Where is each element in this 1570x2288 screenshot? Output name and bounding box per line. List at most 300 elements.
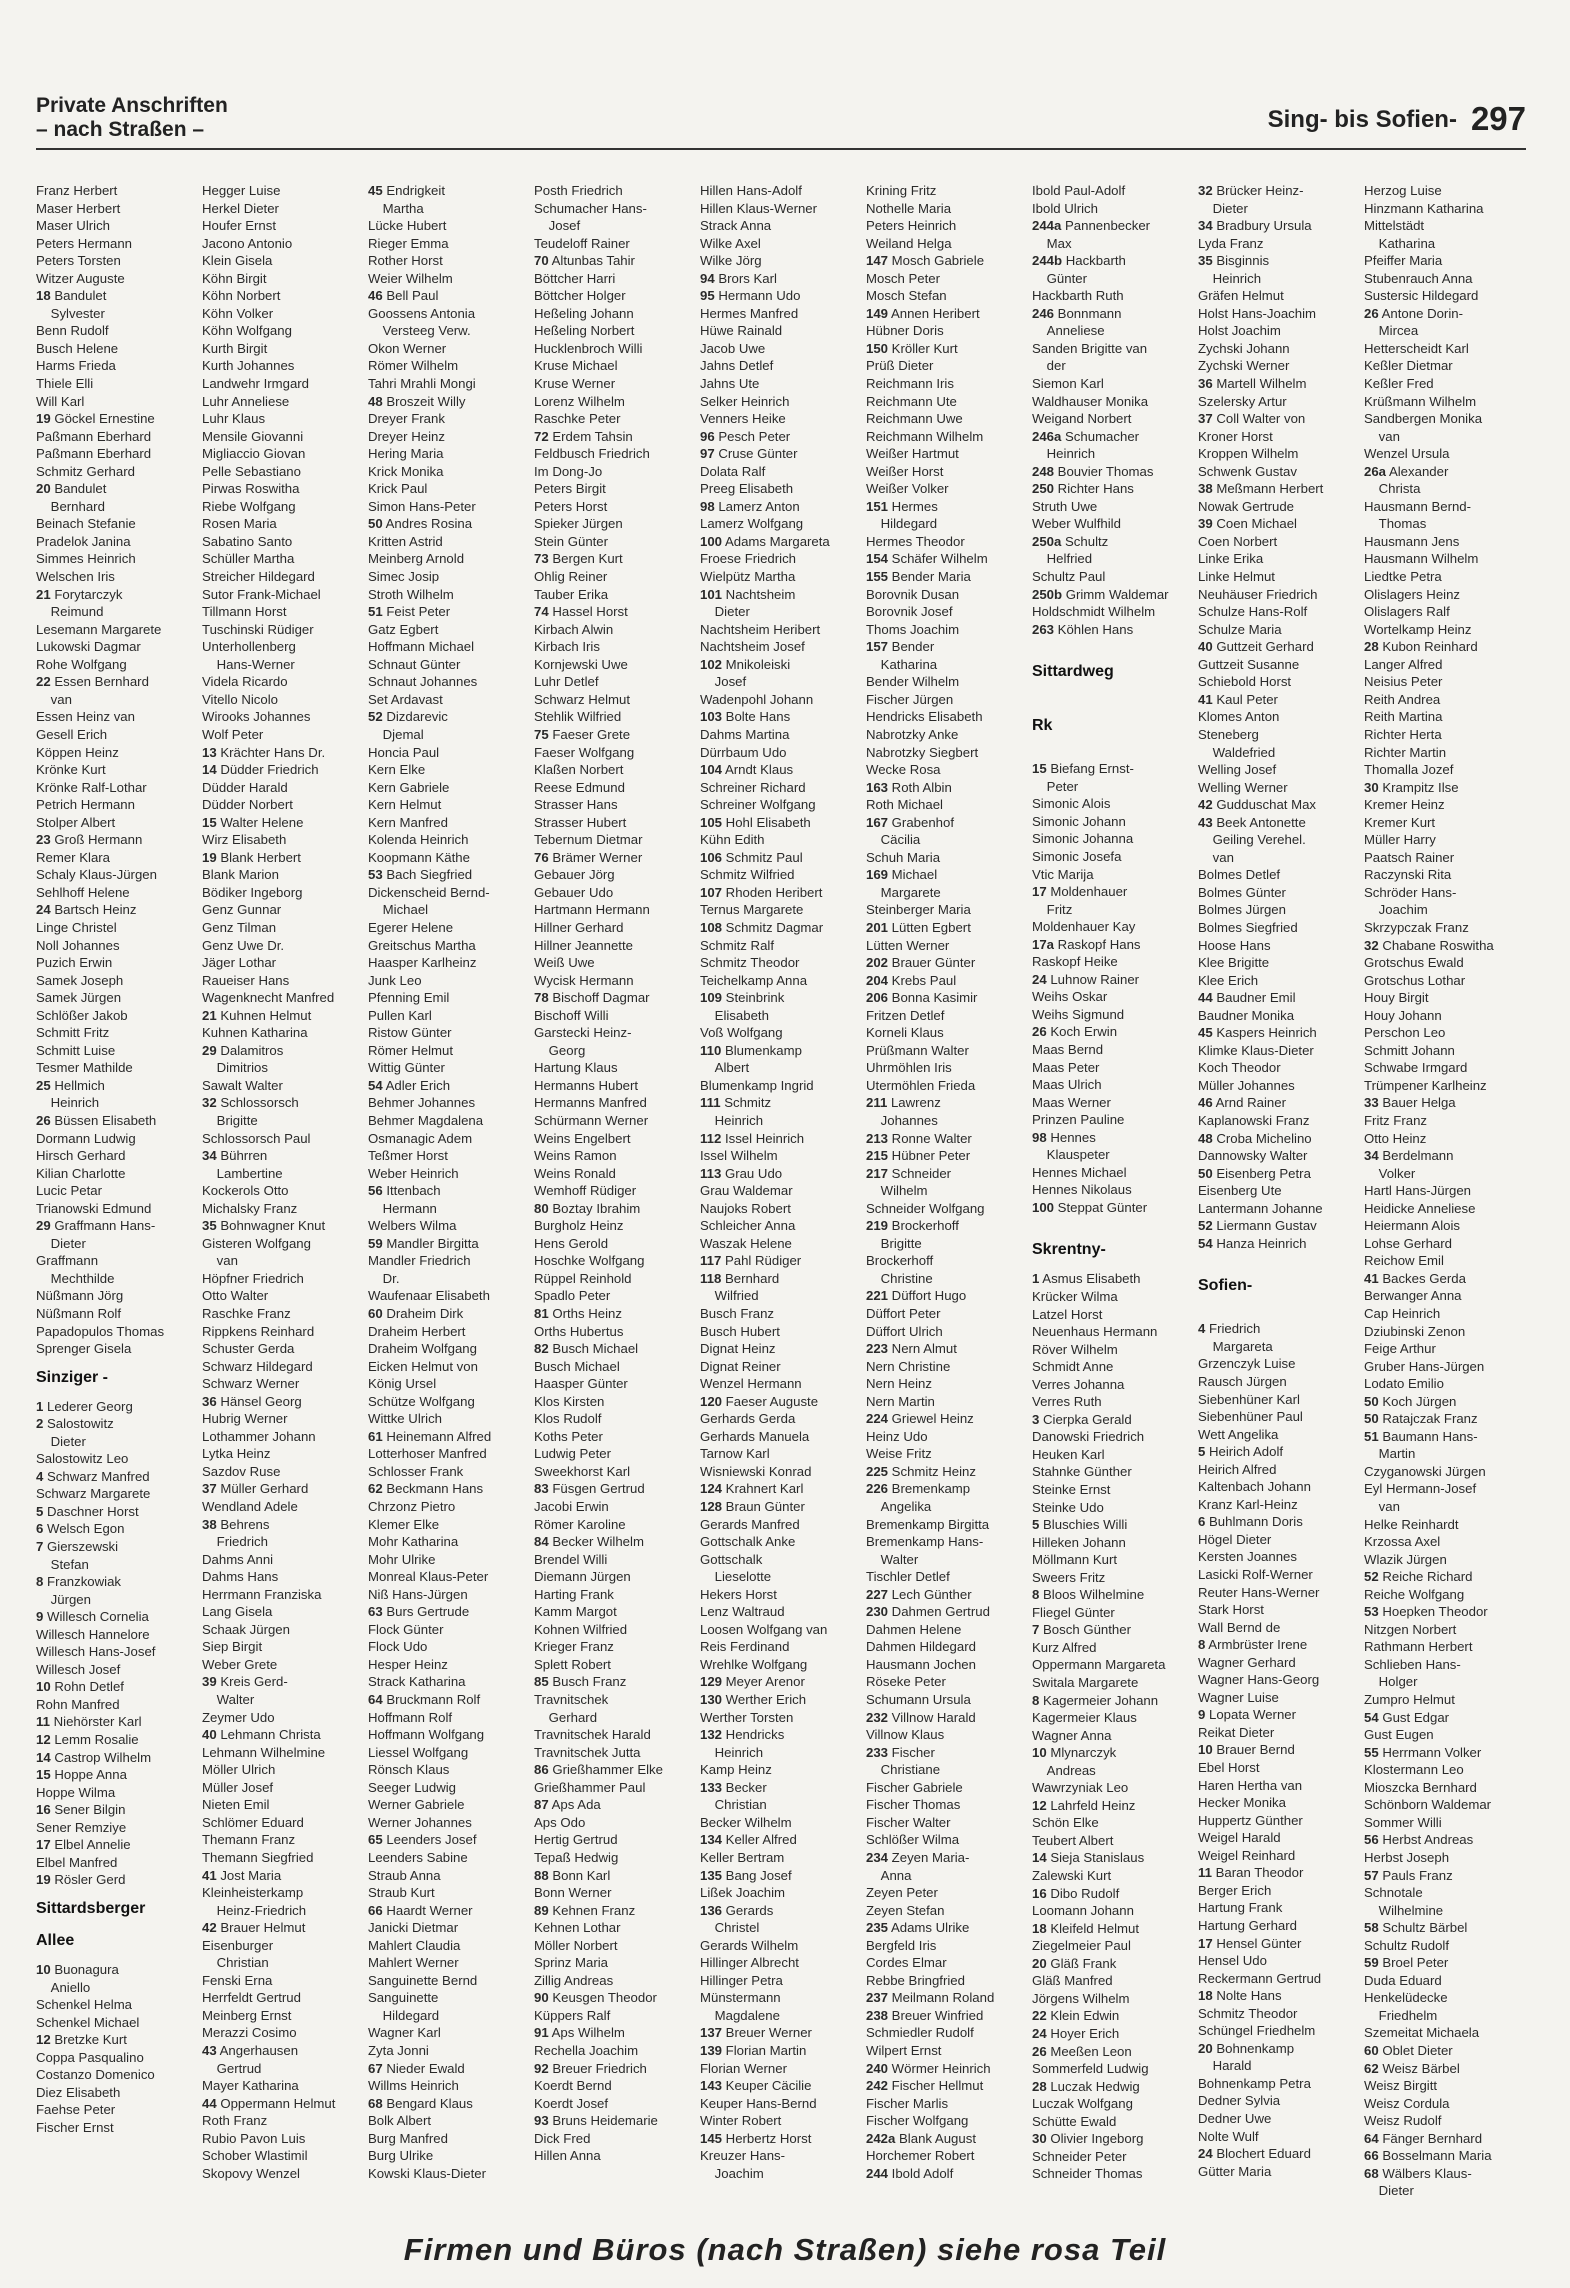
house-number: 88 <box>534 1867 549 1883</box>
listing-entry: 44 Baudner Emil <box>1198 990 1296 1006</box>
listing-entry: 98 Lamerz Anton <box>700 498 800 514</box>
listing-entry: Klein Gisela <box>202 253 273 269</box>
listing-entry: Steinke Udo <box>1032 1499 1104 1515</box>
listing-entry: Dahmen Helene <box>866 1621 962 1637</box>
listing-entry: Travnitschek Jutta <box>534 1744 641 1760</box>
listing-entry: Martha <box>368 200 424 216</box>
listing-entry: van <box>1364 1499 1400 1515</box>
listing-entry: 41 Backes Gerda <box>1364 1270 1466 1286</box>
listing-entry: Czyganowski Jürgen <box>1364 1463 1486 1479</box>
listing-entry: Gebauer Jörg <box>534 867 615 883</box>
listing-entry: Schüller Martha <box>202 551 295 567</box>
listing-entry: Zalewski Kurt <box>1032 1868 1112 1884</box>
listing-entry: Willesch Josef <box>36 1661 121 1677</box>
listing-entry: Mioszcka Bernhard <box>1364 1779 1477 1795</box>
listing-entry: 244 Ibold Adolf <box>866 2165 954 2181</box>
house-number: 36 <box>202 1393 217 1409</box>
listing-entry: Dannowsky Walter <box>1198 1148 1308 1164</box>
listing-entry: Riebe Wolfgang <box>202 498 296 514</box>
listing-entry: Fischer Thomas <box>866 1797 961 1813</box>
house-number: 106 <box>700 849 723 865</box>
listing-entry: 48 Croba Michelino <box>1198 1130 1312 1146</box>
listing-entry: Weise Fritz <box>866 1446 932 1462</box>
listing-entry: Joachim <box>1364 902 1428 918</box>
listing-entry: Genz Gunnar <box>202 902 282 918</box>
house-number: 50 <box>1198 1165 1213 1181</box>
listing-entry: Schmitz Ralf <box>700 937 775 953</box>
listing-entry: Roth Franz <box>202 2113 268 2129</box>
house-number: 250 <box>1032 481 1055 497</box>
listing-entry: Fischer Gabriele <box>866 1779 963 1795</box>
listing-entry: Zyta Jonni <box>368 2042 429 2058</box>
listing-entry: Heirich Alfred <box>1198 1461 1277 1477</box>
listing-entry: 108 Schmitz Dagmar <box>700 919 824 935</box>
house-number: 32 <box>1198 183 1213 198</box>
listing-entry: Wagner Luise <box>1198 1689 1279 1705</box>
listing-entry: Klemer Elke <box>368 1516 440 1532</box>
listing-entry: Georg <box>534 1042 586 1058</box>
listing-entry: 89 Kehnen Franz <box>534 1902 636 1918</box>
house-number: 128 <box>700 1499 723 1515</box>
listing-entry: Tauber Erika <box>534 586 609 602</box>
house-number: 149 <box>866 305 889 321</box>
listing-entry: Stein Günter <box>534 533 609 549</box>
house-number: 53 <box>1364 1604 1379 1620</box>
listing-entry: 246a Schumacher <box>1032 428 1140 444</box>
listing-entry: Wendland Adele <box>202 1499 298 1515</box>
listing-entry: Wagenknecht Manfred <box>202 990 335 1006</box>
house-number: 35 <box>1198 253 1213 269</box>
listing-entry: Meinberg Arnold <box>368 551 465 567</box>
house-number: 32 <box>1364 937 1379 953</box>
listing-entry: Dick Fred <box>534 2130 591 2146</box>
listing-entry: Dahms Hans <box>202 1569 279 1585</box>
listing-entry: Keßler Dietmar <box>1364 358 1453 374</box>
listing-entry: Paßmann Eberhard <box>36 428 152 444</box>
listing-entry: Jacono Antonio <box>202 235 293 251</box>
listing-entry: Wielpütz Martha <box>700 569 796 585</box>
listing-entry: Strack Anna <box>700 218 772 234</box>
listing-entry: Straub Anna <box>368 1867 441 1883</box>
listing-entry: Simonic Johanna <box>1032 831 1134 847</box>
listing-entry: Schlößer Wilma <box>866 1832 960 1848</box>
listing-entry: Ristow Günter <box>368 1025 452 1041</box>
listing-entry: Schütze Wolfgang <box>368 1393 475 1409</box>
house-number: 43 <box>202 2042 217 2058</box>
house-number: 1 <box>36 1398 44 1414</box>
house-number: 101 <box>700 586 723 602</box>
listing-entry: Vtic Marija <box>1032 866 1094 882</box>
listing-entry: 8 Armbrüster Irene <box>1198 1637 1308 1653</box>
listing-entry: Köhn Wolfgang <box>202 323 292 339</box>
listing-entry: 15 Walter Helene <box>202 814 304 830</box>
listing-entry: Wagner Gerhard <box>1198 1654 1296 1670</box>
listing-entry: 10 Rohn Detlef <box>36 1679 124 1695</box>
listing-entry: 107 Rhoden Heribert <box>700 884 823 900</box>
listing-entry: Holst Joachim <box>1198 323 1281 339</box>
listing-entry: Coppa Pasqualino <box>36 2049 144 2065</box>
listing-entry: Möller Norbert <box>534 1937 618 1953</box>
house-number: 34 <box>1364 1148 1379 1164</box>
listing-entry: Gerhards Gerda <box>700 1411 796 1427</box>
listing-entry: Hillner Gerhard <box>534 919 624 935</box>
listing-entry: Skopovy Wenzel <box>202 2165 300 2181</box>
listing-entry: Wisniewski Konrad <box>700 1463 812 1479</box>
listing-entry: 61 Heinemann Alfred <box>368 1428 492 1444</box>
listing-entry: 10 Buonagura <box>36 1961 119 1977</box>
listing-entry: Kamp Heinz <box>700 1762 772 1778</box>
listing-entry: Kern Gabriele <box>368 779 450 795</box>
listing-entry: Hilleken Johann <box>1032 1534 1126 1550</box>
listing-entry: Chrzonz Pietro <box>368 1499 456 1515</box>
listing-entry: Sommer Willi <box>1364 1814 1442 1830</box>
house-number: 16 <box>1032 1885 1047 1901</box>
listing-entry: Genz Tilman <box>202 919 277 935</box>
listing-entry: Gerhards Manuela <box>700 1428 810 1444</box>
listing-entry: Siep Birgit <box>202 1639 263 1655</box>
listing-entry: Schwarz Werner <box>202 1376 300 1392</box>
listing-entry: Römer Helmut <box>368 1042 454 1058</box>
section-gap <box>1032 638 1194 652</box>
listing-entry: Cäcilia <box>866 832 921 848</box>
house-number: 18 <box>1032 1920 1047 1936</box>
listing-entry: Kockerols Otto <box>202 1183 289 1199</box>
listing-entry: 45 Kaspers Heinrich <box>1198 1025 1317 1041</box>
listing-entry: 235 Adams Ulrike <box>866 1920 970 1936</box>
listing-entry: 34 Bradbury Ursula <box>1198 218 1312 234</box>
house-number: 70 <box>534 253 549 269</box>
listing-entry: Kurz Alfred <box>1032 1639 1097 1655</box>
listing-entry: Hausmann Wilhelm <box>1364 551 1479 567</box>
listing-entry: Gottschalk Anke <box>700 1534 796 1550</box>
listing-entry: 104 Arndt Klaus <box>700 762 794 778</box>
listing-entry: Schwenk Gustav <box>1198 463 1297 479</box>
listing-entry: Weber Heinrich <box>368 1165 459 1181</box>
listing-entry: Peter <box>1032 778 1079 794</box>
listing-entry: 53 Bach Siegfried <box>368 867 473 883</box>
listing-entry: Sustersic Hildegard <box>1364 288 1479 304</box>
listing-entry: Schwarz Margarete <box>36 1486 151 1502</box>
listing-entry: Skrzypczak Franz <box>1364 919 1469 935</box>
listing-entry: Friedhelm <box>1364 2007 1438 2023</box>
listing-entry: Steneberg <box>1198 726 1259 742</box>
listing-entry: Schulze Hans-Rolf <box>1198 604 1308 620</box>
listing-entry: 16 Sener Bilgin <box>36 1802 126 1818</box>
house-number: 72 <box>534 428 549 444</box>
listing-entry: Kaltenbach Johann <box>1198 1479 1311 1495</box>
listing-entry: Houfer Ernst <box>202 218 277 234</box>
house-number: 151 <box>866 498 889 514</box>
listing-entry: Papadopulos Thomas <box>36 1323 165 1339</box>
listing-entry: Lücke Hubert <box>368 218 447 234</box>
listing-entry: Leenders Sabine <box>368 1849 468 1865</box>
listing-entry: Grotschus Ewald <box>1364 955 1464 971</box>
listing-entry: Siebenhüner Paul <box>1198 1409 1303 1425</box>
listing-entry: Monreal Klaus-Peter <box>368 1569 489 1585</box>
listing-entry: Pfenning Emil <box>368 990 450 1006</box>
listing-entry: Reuter Hans-Werner <box>1198 1584 1320 1600</box>
listing-entry: Düffort Peter <box>866 1306 941 1321</box>
listing-entry: 120 Faeser Auguste <box>700 1393 819 1409</box>
listing-entry: Wemhoff Rüdiger <box>534 1183 637 1199</box>
house-number: 12 <box>1032 1797 1047 1813</box>
listing-entry: Heßeling Johann <box>534 305 634 321</box>
listing-entry: Klostermann Leo <box>1364 1762 1464 1778</box>
listing-entry: Kurth Johannes <box>202 358 295 374</box>
listing-entry: Fritzen Detlef <box>866 1007 945 1023</box>
house-number: 55 <box>1364 1744 1379 1760</box>
listing-entry: 37 Coll Walter von <box>1198 411 1306 427</box>
house-number: 8 <box>1032 1587 1040 1603</box>
house-number: 24 <box>1032 2025 1047 2041</box>
listing-entry: Guttzeit Susanne <box>1198 656 1300 672</box>
listing-entry: Horchemer Robert <box>866 2148 975 2164</box>
house-number: 52 <box>1364 1569 1379 1585</box>
listing-entry: 103 Bolte Hans <box>700 709 791 725</box>
listing-entry: Houy Johann <box>1364 1007 1442 1023</box>
listing-entry: Sprinz Maria <box>534 1955 609 1971</box>
listing-entry: Hillinger Petra <box>700 1972 783 1988</box>
listing-entry: Naujoks Robert <box>700 1200 791 1216</box>
house-number: 132 <box>700 1727 723 1743</box>
listing-entry: Friedrich <box>202 1534 268 1550</box>
house-number: 22 <box>1032 2008 1047 2024</box>
listing-entry: Brigitte <box>202 1112 258 1128</box>
listing-entry: Zillig Andreas <box>534 1972 614 1988</box>
listing-entry: Gertrud <box>202 2060 262 2076</box>
listing-entry: Günter <box>1032 270 1087 286</box>
house-number: 56 <box>1364 1832 1379 1848</box>
house-number: 60 <box>1364 2042 1379 2058</box>
house-number: 134 <box>700 1832 723 1848</box>
listing-entry: Welschen Iris <box>36 569 115 585</box>
house-number: 9 <box>1198 1707 1206 1723</box>
listing-entry: Nitzgen Norbert <box>1364 1621 1457 1637</box>
listing-entry: Wittig Günter <box>368 1060 445 1076</box>
listing-entry: Kruse Werner <box>534 376 616 392</box>
listing-entry: Wycisk Hermann <box>534 972 634 988</box>
house-number: 98 <box>700 498 715 514</box>
listing-entry: Voß Wolfgang <box>700 1025 783 1041</box>
listing-entry: Rippkens Reinhard <box>202 1323 315 1339</box>
listing-entry: Tarnow Karl <box>700 1446 770 1462</box>
listing-entry: Schwarz Hildegard <box>202 1358 313 1374</box>
listing-entry: Hirsch Gerhard <box>36 1148 126 1164</box>
house-number: 5 <box>36 1503 44 1519</box>
listing-entry: Dickenscheid Bernd- <box>368 884 490 900</box>
section-gap <box>1198 1306 1360 1320</box>
listing-entry: Mensile Giovanni <box>202 428 304 444</box>
listing-entry: Schmitt Fritz <box>36 1025 110 1041</box>
listing-entry: Köhn Volker <box>202 305 274 321</box>
listing-entry: Hegger Luise <box>202 183 281 198</box>
listing-entry: Reimund <box>36 604 104 620</box>
listing-entry: Noll Johannes <box>36 937 120 953</box>
house-number: 227 <box>866 1586 889 1602</box>
house-number: 15 <box>202 814 217 830</box>
listing-entry: 62 Weisz Bärbel <box>1364 2060 1460 2076</box>
listing-entry: Hecker Monika <box>1198 1795 1286 1811</box>
listing-entry: Pirwas Roswitha <box>202 481 300 497</box>
listing-entry: Grau Waldemar <box>700 1183 793 1199</box>
house-number: 38 <box>1198 481 1213 497</box>
listing-entry: Kranz Karl-Heinz <box>1198 1496 1298 1512</box>
house-number: 118 <box>700 1270 722 1286</box>
listing-entry: 43 Angerhausen <box>202 2042 299 2058</box>
street-heading: Sittardsberger <box>36 1899 146 1917</box>
listing-entry: 19 Blank Herbert <box>202 849 301 865</box>
listing-entry: Bonn Werner <box>534 1885 612 1901</box>
listing-entry: Weber Grete <box>202 1656 278 1672</box>
listing-entry: 75 Faeser Grete <box>534 726 631 742</box>
listing-entry: 237 Meilmann Roland <box>866 1990 995 2006</box>
listing-entry: 24 Luhnow Rainer <box>1032 971 1140 987</box>
listing-entry: Tischler Detlef <box>866 1569 950 1585</box>
listing-entry: Wirooks Johannes <box>202 709 311 725</box>
house-number: 84 <box>534 1534 549 1550</box>
listing-entry: 96 Pesch Peter <box>700 428 791 444</box>
listing-entry: Strasser Hubert <box>534 814 627 830</box>
listing-entry: Harting Frank <box>534 1586 614 1602</box>
listing-entry: Rüppel Reinhold <box>534 1270 632 1286</box>
listing-entry: Linge Christel <box>36 919 117 935</box>
listing-entry: 65 Leenders Josef <box>368 1832 477 1848</box>
listing-entry: Versteeg Verw. <box>368 323 471 339</box>
listing-entry: Wrehlke Wolfgang <box>700 1656 808 1672</box>
listing-entry: 17 Moldenhauer <box>1032 884 1128 900</box>
listing-entry: Dieter <box>700 604 750 620</box>
listing-entry: Hertig Gertrud <box>534 1832 618 1848</box>
listing-entry: 5 Daschner Horst <box>36 1503 139 1519</box>
listing-entry: Bolmes Siegfried <box>1198 919 1298 935</box>
listing-entry: Röseke Peter <box>866 1674 946 1690</box>
listing-entry: Nabrotzky Siegbert <box>866 744 979 760</box>
house-number: 204 <box>866 972 889 988</box>
listing-entry: Schmiedler Rudolf <box>866 2025 974 2041</box>
house-number: 41 <box>1198 691 1213 707</box>
house-number: 26a <box>1364 463 1387 479</box>
listing-entry: Walter <box>866 1551 919 1567</box>
listing-entry: Wenzel Hermann <box>700 1376 802 1392</box>
listing-entry: Samek Joseph <box>36 972 124 988</box>
listing-entry: Dimitrios <box>202 1060 268 1076</box>
listing-entry: Prüß Dieter <box>866 358 934 374</box>
listing-entry: Holst Hans-Joachim <box>1198 305 1316 321</box>
listing-entry: Herrmann Franziska <box>202 1586 322 1602</box>
listing-entry: Dahms Anni <box>202 1551 274 1567</box>
listing-entry: 63 Burs Gertrude <box>368 1604 470 1620</box>
listing-entry: van <box>1198 849 1234 865</box>
listing-entry: Schönborn Waldemar <box>1364 1797 1492 1813</box>
listing-entry: Bödiker Ingeborg <box>202 884 303 900</box>
listing-entry: 18 Kleifeld Helmut <box>1032 1920 1140 1936</box>
listing-entry: 124 Krahnert Karl <box>700 1481 804 1497</box>
listing-column-7 <box>1032 182 1194 2202</box>
house-number: 63 <box>368 1604 383 1620</box>
listing-entry: Heuken Karl <box>1032 1446 1105 1462</box>
listing-entry: Neuhäuser Friedrich <box>1198 586 1318 602</box>
house-number: 74 <box>534 604 549 620</box>
listing-entry: Mahlert Werner <box>368 1955 459 1971</box>
listing-entry: 2 Salostowitz <box>36 1416 114 1432</box>
listing-entry: Nothelle Maria <box>866 200 952 216</box>
house-number: 135 <box>700 1867 723 1883</box>
listing-entry: Kehnen Lothar <box>534 1920 621 1936</box>
listing-entry: Nachtsheim Josef <box>700 639 805 655</box>
listing-entry: 13 Krächter Hans Dr. <box>202 744 326 760</box>
house-number: 51 <box>368 604 383 620</box>
listing-entry: Willesch Hannelore <box>36 1626 150 1642</box>
house-number: 12 <box>36 1732 51 1748</box>
listing-entry: Schultz Rudolf <box>1364 1937 1450 1953</box>
listing-entry: Straub Kurt <box>368 1885 435 1901</box>
listing-entry: Düdder Norbert <box>202 797 293 813</box>
house-number: 14 <box>202 762 217 778</box>
listing-entry: Peters Birgit <box>534 481 606 497</box>
listing-entry: Nolte Wulf <box>1198 2128 1259 2144</box>
listing-entry: Siebenhüner Karl <box>1198 1391 1300 1407</box>
listing-entry: Weißer Horst <box>866 463 944 479</box>
listing-entry: Verres Ruth <box>1032 1394 1102 1410</box>
listing-entry: 100 Steppat Günter <box>1032 1199 1148 1215</box>
listing-entry: 145 Herbertz Horst <box>700 2130 812 2146</box>
listing-entry: Hermanns Hubert <box>534 1077 639 1093</box>
listing-entry: Elbel Manfred <box>36 1854 118 1870</box>
house-number: 163 <box>866 779 889 795</box>
listing-entry: Coen Norbert <box>1198 533 1278 549</box>
listing-entry: 234 Zeyen Maria- <box>866 1849 970 1865</box>
listing-entry: Köppen Heinz <box>36 744 119 760</box>
listing-column-6 <box>866 182 1028 2202</box>
header-rule <box>36 148 1526 150</box>
listing-entry: Selker Heinrich <box>700 393 790 409</box>
listing-entry: Heinrich <box>700 1744 764 1760</box>
listing-entry: Schreiner Wolfgang <box>700 797 816 813</box>
listing-entry: Ebel Horst <box>1198 1760 1260 1776</box>
listing-entry: Lasicki Rolf-Werner <box>1198 1567 1313 1583</box>
listing-entry: Gerards Manfred <box>700 1516 800 1532</box>
listing-entry: 3 Cierpka Gerald <box>1032 1411 1132 1427</box>
listing-entry: Ziegelmeier Paul <box>1032 1938 1131 1954</box>
listing-entry: Schmitz Wilfried <box>700 867 795 883</box>
listing-entry: Heinrich <box>36 1095 100 1111</box>
house-number: 233 <box>866 1744 889 1760</box>
listing-entry: Hennes Nikolaus <box>1032 1182 1132 1198</box>
listing-entry: Behmer Magdalena <box>368 1112 484 1128</box>
listing-entry: Kilian Charlotte <box>36 1165 126 1181</box>
listing-entry: 50 Koch Jürgen <box>1364 1393 1457 1409</box>
listing-entry: Reichmann Ute <box>866 393 957 409</box>
listing-entry: Langer Alfred <box>1364 656 1443 672</box>
listing-entry: Zychski Werner <box>1198 358 1290 374</box>
listing-entry: 38 Meßmann Herbert <box>1198 481 1324 497</box>
listing-entry: Schenkel Michael <box>36 2014 140 2030</box>
listing-entry: Weins Ronald <box>534 1165 616 1181</box>
listing-entry: Reis Ferdinand <box>700 1639 790 1655</box>
house-number: 60 <box>368 1306 383 1321</box>
listing-entry: Flock Udo <box>368 1639 428 1655</box>
listing-entry: Lotterhoser Manfred <box>368 1446 487 1462</box>
listing-entry: Simmes Heinrich <box>36 551 136 567</box>
listing-entry: Lenz Waltraud <box>700 1604 785 1620</box>
house-number: 73 <box>534 551 549 567</box>
listing-entry: Höpfner Friedrich <box>202 1270 304 1286</box>
house-number: 28 <box>1364 639 1379 655</box>
listing-entry: Sommerfeld Ludwig <box>1032 2061 1149 2077</box>
listing-entry: Sabatino Santo <box>202 533 293 549</box>
listing-entry: Koch Theodor <box>1198 1060 1281 1076</box>
listing-entry: 15 Biefang Ernst- <box>1032 761 1134 777</box>
